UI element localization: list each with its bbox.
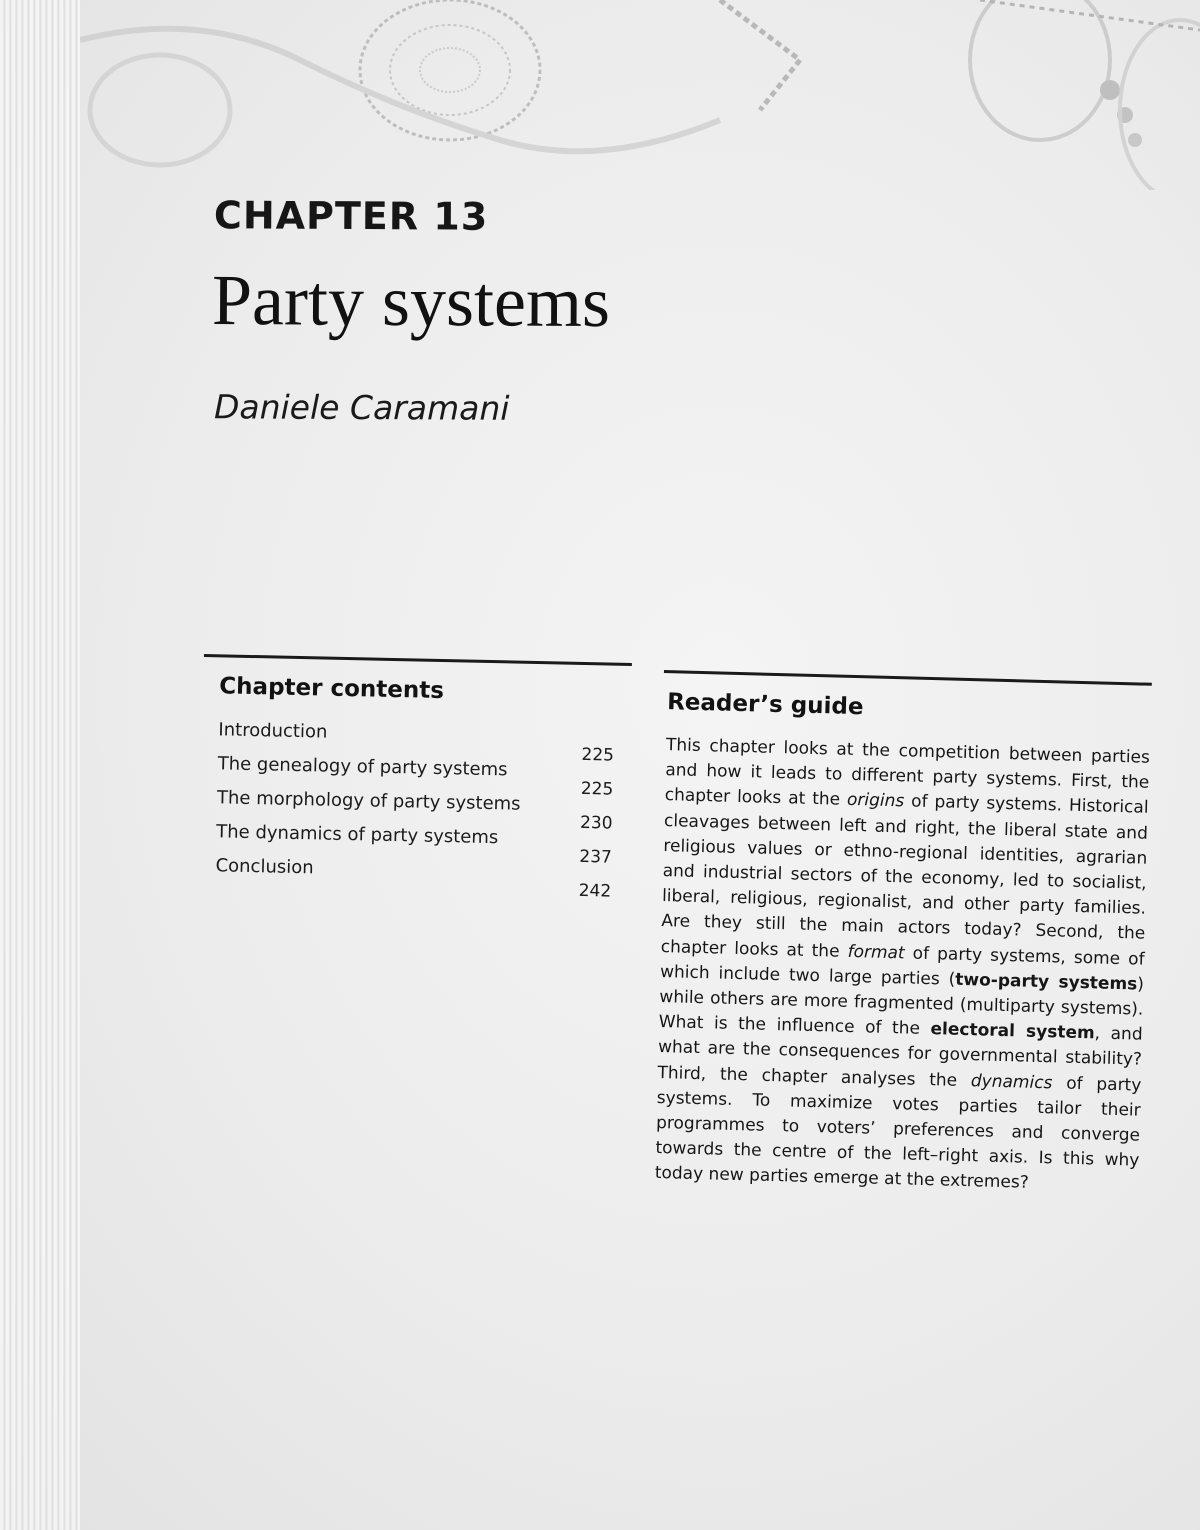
chapter-title: Party systems bbox=[211, 259, 611, 343]
guide-emphasis-origins: origins bbox=[846, 790, 905, 812]
guide-text-segment: This chapter looks at the competition between parties and how it leads to different party systems. First, the chapter looks at the bbox=[664, 735, 1151, 811]
chapter-number: CHAPTER 13 bbox=[213, 193, 489, 239]
guide-text-segment: , and what are the consequences for governmental stability? Third, the chapter analyses the bbox=[657, 1023, 1143, 1091]
page-edge-stack bbox=[0, 0, 80, 1530]
guide-emphasis-dynamics: dynamics bbox=[970, 1070, 1053, 1093]
contents-entry-page: 237 bbox=[579, 846, 613, 868]
guide-text-segment: ) while others are more fragmented (multiparty systems). What is the influence of the bbox=[658, 974, 1145, 1040]
readers-guide-paragraph bbox=[654, 733, 1150, 1199]
contents-entry-page: 225 bbox=[581, 744, 615, 766]
guide-keyword-electoral-system: electoral system bbox=[930, 1019, 1095, 1044]
contents-entry-label: Conclusion bbox=[215, 855, 314, 879]
chapter-contents-box bbox=[199, 654, 632, 902]
contents-entry-page: 230 bbox=[579, 812, 613, 834]
guide-text-segment: of party systems. To maximize votes parties tailor their programmes to voters’ preferences and converge towards the centre of the left–right axis. Is this why today new parties emerge at the extremes? bbox=[654, 1072, 1142, 1194]
chapter-author: Daniele Caramani bbox=[213, 387, 510, 428]
contents-entry-label: Introduction bbox=[218, 719, 328, 743]
contents-entry-label: The dynamics of party systems bbox=[216, 821, 499, 849]
readers-guide-heading: Reader’s guide bbox=[666, 689, 864, 721]
chapter-contents-list bbox=[199, 713, 630, 902]
guide-text-segment: of party systems, some of which include two large parties ( bbox=[659, 943, 1145, 990]
contents-entry-page: 242 bbox=[578, 880, 612, 902]
guide-keyword-two-party-systems: two-party systems bbox=[955, 969, 1138, 995]
chapter-contents-heading: Chapter contents bbox=[219, 673, 445, 705]
guide-emphasis-format: format bbox=[847, 941, 905, 964]
contents-entry-conclusion bbox=[215, 849, 612, 902]
contents-entry-page: 225 bbox=[580, 778, 614, 800]
header-decorative-image bbox=[80, 0, 1200, 190]
contents-entry-label: The morphology of party systems bbox=[216, 787, 521, 815]
guide-text-segment: of party systems. Historical cleavages between left and right, the liberal state and religious values or ethno-regional identities, agrarian and industrial sectors of the economy, led to socialist, liberal, religious, regionalist, and other party families. Are they still the main actors today? Second, the chapter looks at the bbox=[660, 791, 1149, 962]
readers-guide-box bbox=[650, 670, 1151, 1199]
contents-entry-label: The genealogy of party systems bbox=[217, 753, 508, 781]
